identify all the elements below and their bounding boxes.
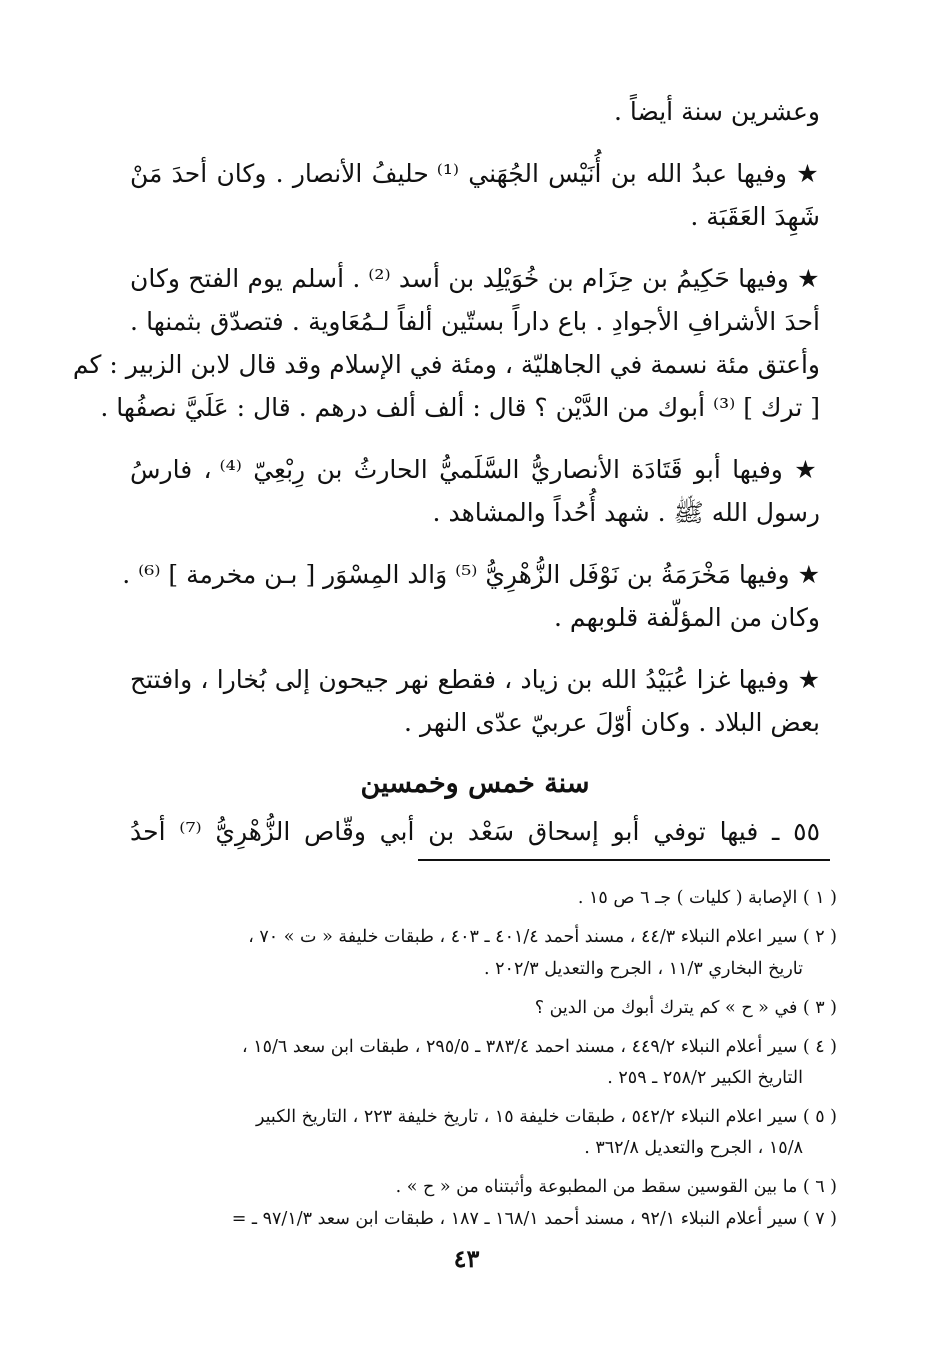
footnote [125,1175,837,1200]
body-line: وأعتق مئة نسمة في الجاهليّة ، ومئة في الإسلام وقد قال لابن الزبير : كم [72,350,820,379]
footnote-number: ( ١ ) [802,888,837,908]
body-line: وعشرين سنة أيضاً . [614,97,820,126]
body-line: ★ وفيها أبو قَتَادَة الأنصاريُّ السَّلَميُّ الحارثُ بن رِبْعِيّ ⁽⁴⁾ ، فارسُ [130,455,820,484]
footnote-continuation: ١٥/٨ ، الجرح والتعديل ٣٦٢/٨ . [584,1138,803,1158]
body-line: ★ وفيها غزا عُبَيْدُ الله بن زياد ، فقطع نهر جيحون إلى بُخارا ، وافتتح [130,665,820,694]
footnote [125,886,837,911]
body-line: أحدَ الأشرافِ الأجوادِ . باع داراً بستّين ألفاً لـمُعَاوية . فتصدّق بثمنها . [130,307,820,336]
footnote [125,996,837,1021]
footnote-continuation: التاريخ الكبير ٢٥٨/٢ ـ ٢٥٩ . [607,1068,803,1088]
footnote-number: ( ٣ ) [802,998,837,1018]
footnote-text: سير أعلام النبلاء ٩٢/١ ، مسند أحمد ١٦٨/١ ـ ١٨٧ ، طبقات ابن سعد ٩٧/١/٣ ـ = [231,1209,798,1229]
body-line: ★ وفيها حَكِيمُ بن حِزَام بن خُوَيْلِد بن أسد ⁽²⁾ . أسلم يوم الفتح وكان [130,264,820,293]
footnote-text: سير اعلام النبلاء ٥٤٢/٢ ، طبقات خليفة ١٥ ، تاريخ خليفة ٢٢٣ ، التاريخ الكبير [256,1107,798,1127]
footnote-number: ( ٤ ) [802,1037,837,1057]
body-line: رسول الله ﷺ . شهد أُحُداً والمشاهد . [432,498,820,527]
footnote-number: ( ٥ ) [802,1107,837,1127]
body-line: بعض البلاد . وكان أوّلَ عربيّ عدّى النهر . [404,708,820,737]
section-heading: سنة خمس وخمسين [360,768,590,799]
page-number: ٤٣ [453,1244,480,1273]
footnote [125,1207,837,1232]
footnote-number: ( ٦ ) [802,1177,837,1197]
footnote-continuation: تاريخ البخاري ١١/٣ ، الجرح والتعديل ٢٠٢/٣ . [484,959,803,979]
footnote [125,1035,837,1060]
body-line: ★ وفيها مَخْرَمَةُ بن نَوْفَل الزُّهْرِيُّ ⁽⁵⁾ وَالد المِسْوَر [ بـن مخرمة ] ⁽⁶⁾ . [122,560,820,589]
footnote-text: ما بين القوسين سقط من المطبوعة وأثبتناه من « ح » . [395,1177,798,1197]
footnote-text: الإصابة ( كليات ) جـ ٦ ص ١٥ . [577,888,798,908]
footnote [125,1105,837,1130]
entry-line: ٥٥ ـ فيها توفي أبو إسحاق سَعْد بن أبي وقّاص الزُّهْرِيُّ ⁽⁷⁾ أحدُ [130,817,821,846]
footnote-number: ( ٧ ) [802,1209,837,1229]
body-line: ★ وفيها عبدُ الله بن أُنَيْس الجُهَني ⁽¹⁾ حليفُ الأنصار . وكان أحدَ مَنْ [130,159,820,188]
footnote-text: سير اعلام النبلاء ٤٤/٣ ، مسند أحمد ٤٠١/٤ ـ ٤٠٣ ، طبقات خليفة « ت » ٧٠ ، [248,927,798,947]
body-line: [ ترك ] ⁽³⁾ أبوك من الدَّيْن ؟ قال : ألف ألف درهم . قال : عَلَيَّ نصفُها . [100,393,820,422]
footnote-text: سير أعلام النبلاء ٤٤٩/٢ ، مسند احمد ٣٨٣/٤ ـ ٢٩٥/٥ ، طبقات ابن سعد ١٥/٦ ، [242,1037,798,1057]
footnote-number: ( ٢ ) [802,927,837,947]
body-line: شَهِدَ العَقَبَة . [690,202,820,231]
body-line: وكان من المؤلّفة قلوبهم . [554,603,820,632]
footnote [125,925,837,950]
footnote-separator [418,859,830,861]
footnote-text: في « ح » كم يترك أبوك من الدين ؟ [534,998,798,1018]
